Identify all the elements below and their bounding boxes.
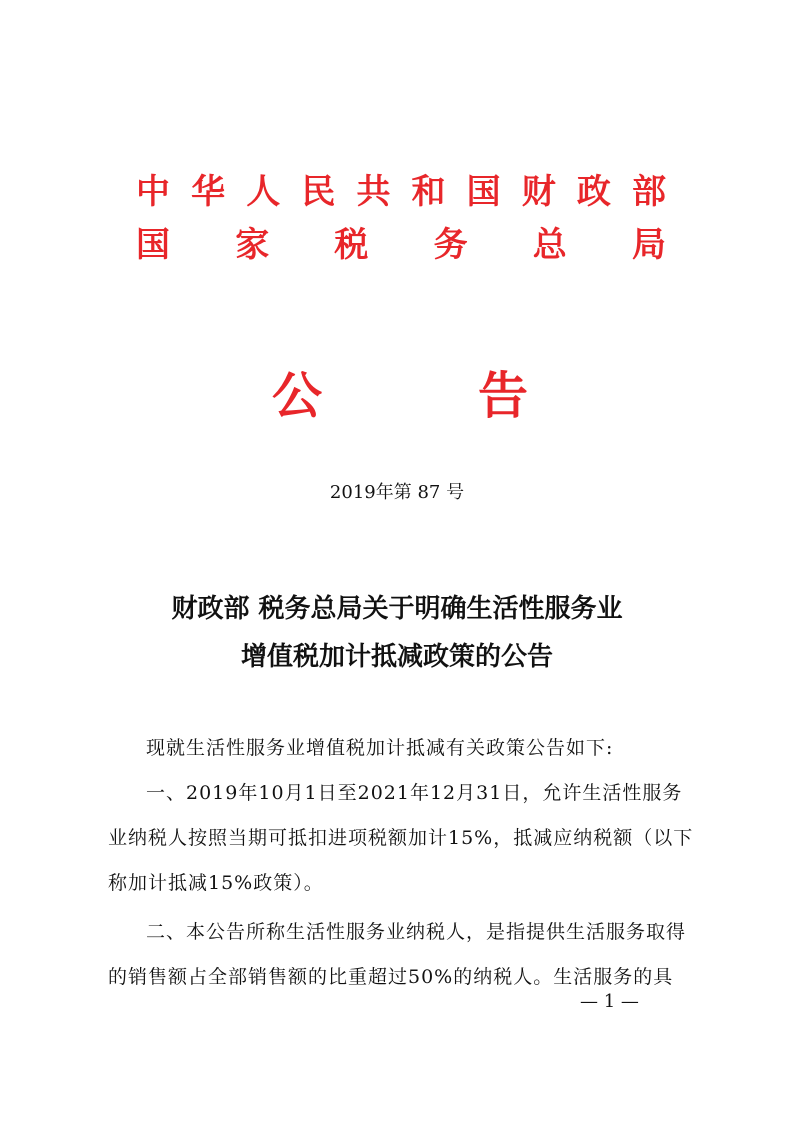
issuer-line-1 — [136, 172, 666, 212]
issuer-char: 国 — [136, 225, 170, 265]
issuer-char: 税 — [334, 225, 369, 265]
issuer-line-2 — [136, 225, 666, 265]
issuer-char: 总 — [532, 225, 567, 265]
issuer-char: 财 — [521, 172, 556, 212]
document-number: 2019年第 87 号 — [329, 482, 465, 503]
page-number: — 1 — — [580, 991, 639, 1012]
issuer-char: 务 — [433, 225, 468, 265]
issuer-char: 华 — [191, 172, 226, 212]
issuer-char: 民 — [301, 172, 336, 212]
notice-heading — [272, 366, 528, 426]
issuer-char: 局 — [631, 225, 666, 265]
issuer-char: 家 — [235, 225, 270, 265]
notice-char: 公 — [272, 366, 322, 425]
body-item-1: 一、2019年10月1日至2021年12月31日，允许生活性服务业纳税人按照当期可抵扣进项税额加计15%，抵减应纳税额（以下称加计抵减15%政策）。 — [108, 782, 694, 894]
body-text — [108, 726, 698, 1000]
body-item-2: 二、本公告所称生活性服务业纳税人，是指提供生活服务取得的销售额占全部销售额的比重超过50%的纳税人。生活服务的具 — [108, 921, 687, 988]
issuer-char: 政 — [576, 172, 611, 212]
body-intro: 现就生活性服务业增值税加计抵减有关政策公告如下: — [146, 737, 614, 759]
issuer-char: 中 — [136, 172, 170, 212]
notice-char: 告 — [478, 366, 528, 425]
issuer-char: 人 — [246, 172, 281, 212]
issuer-char: 部 — [631, 172, 666, 212]
title-line-2: 增值税加计抵减政策的公告 — [240, 642, 553, 672]
issuer-char: 和 — [411, 172, 446, 212]
issuer-char: 共 — [356, 172, 391, 212]
issuer-char: 国 — [466, 172, 501, 212]
title-line-1: 财政部 税务总局关于明确生活性服务业 — [171, 594, 623, 624]
